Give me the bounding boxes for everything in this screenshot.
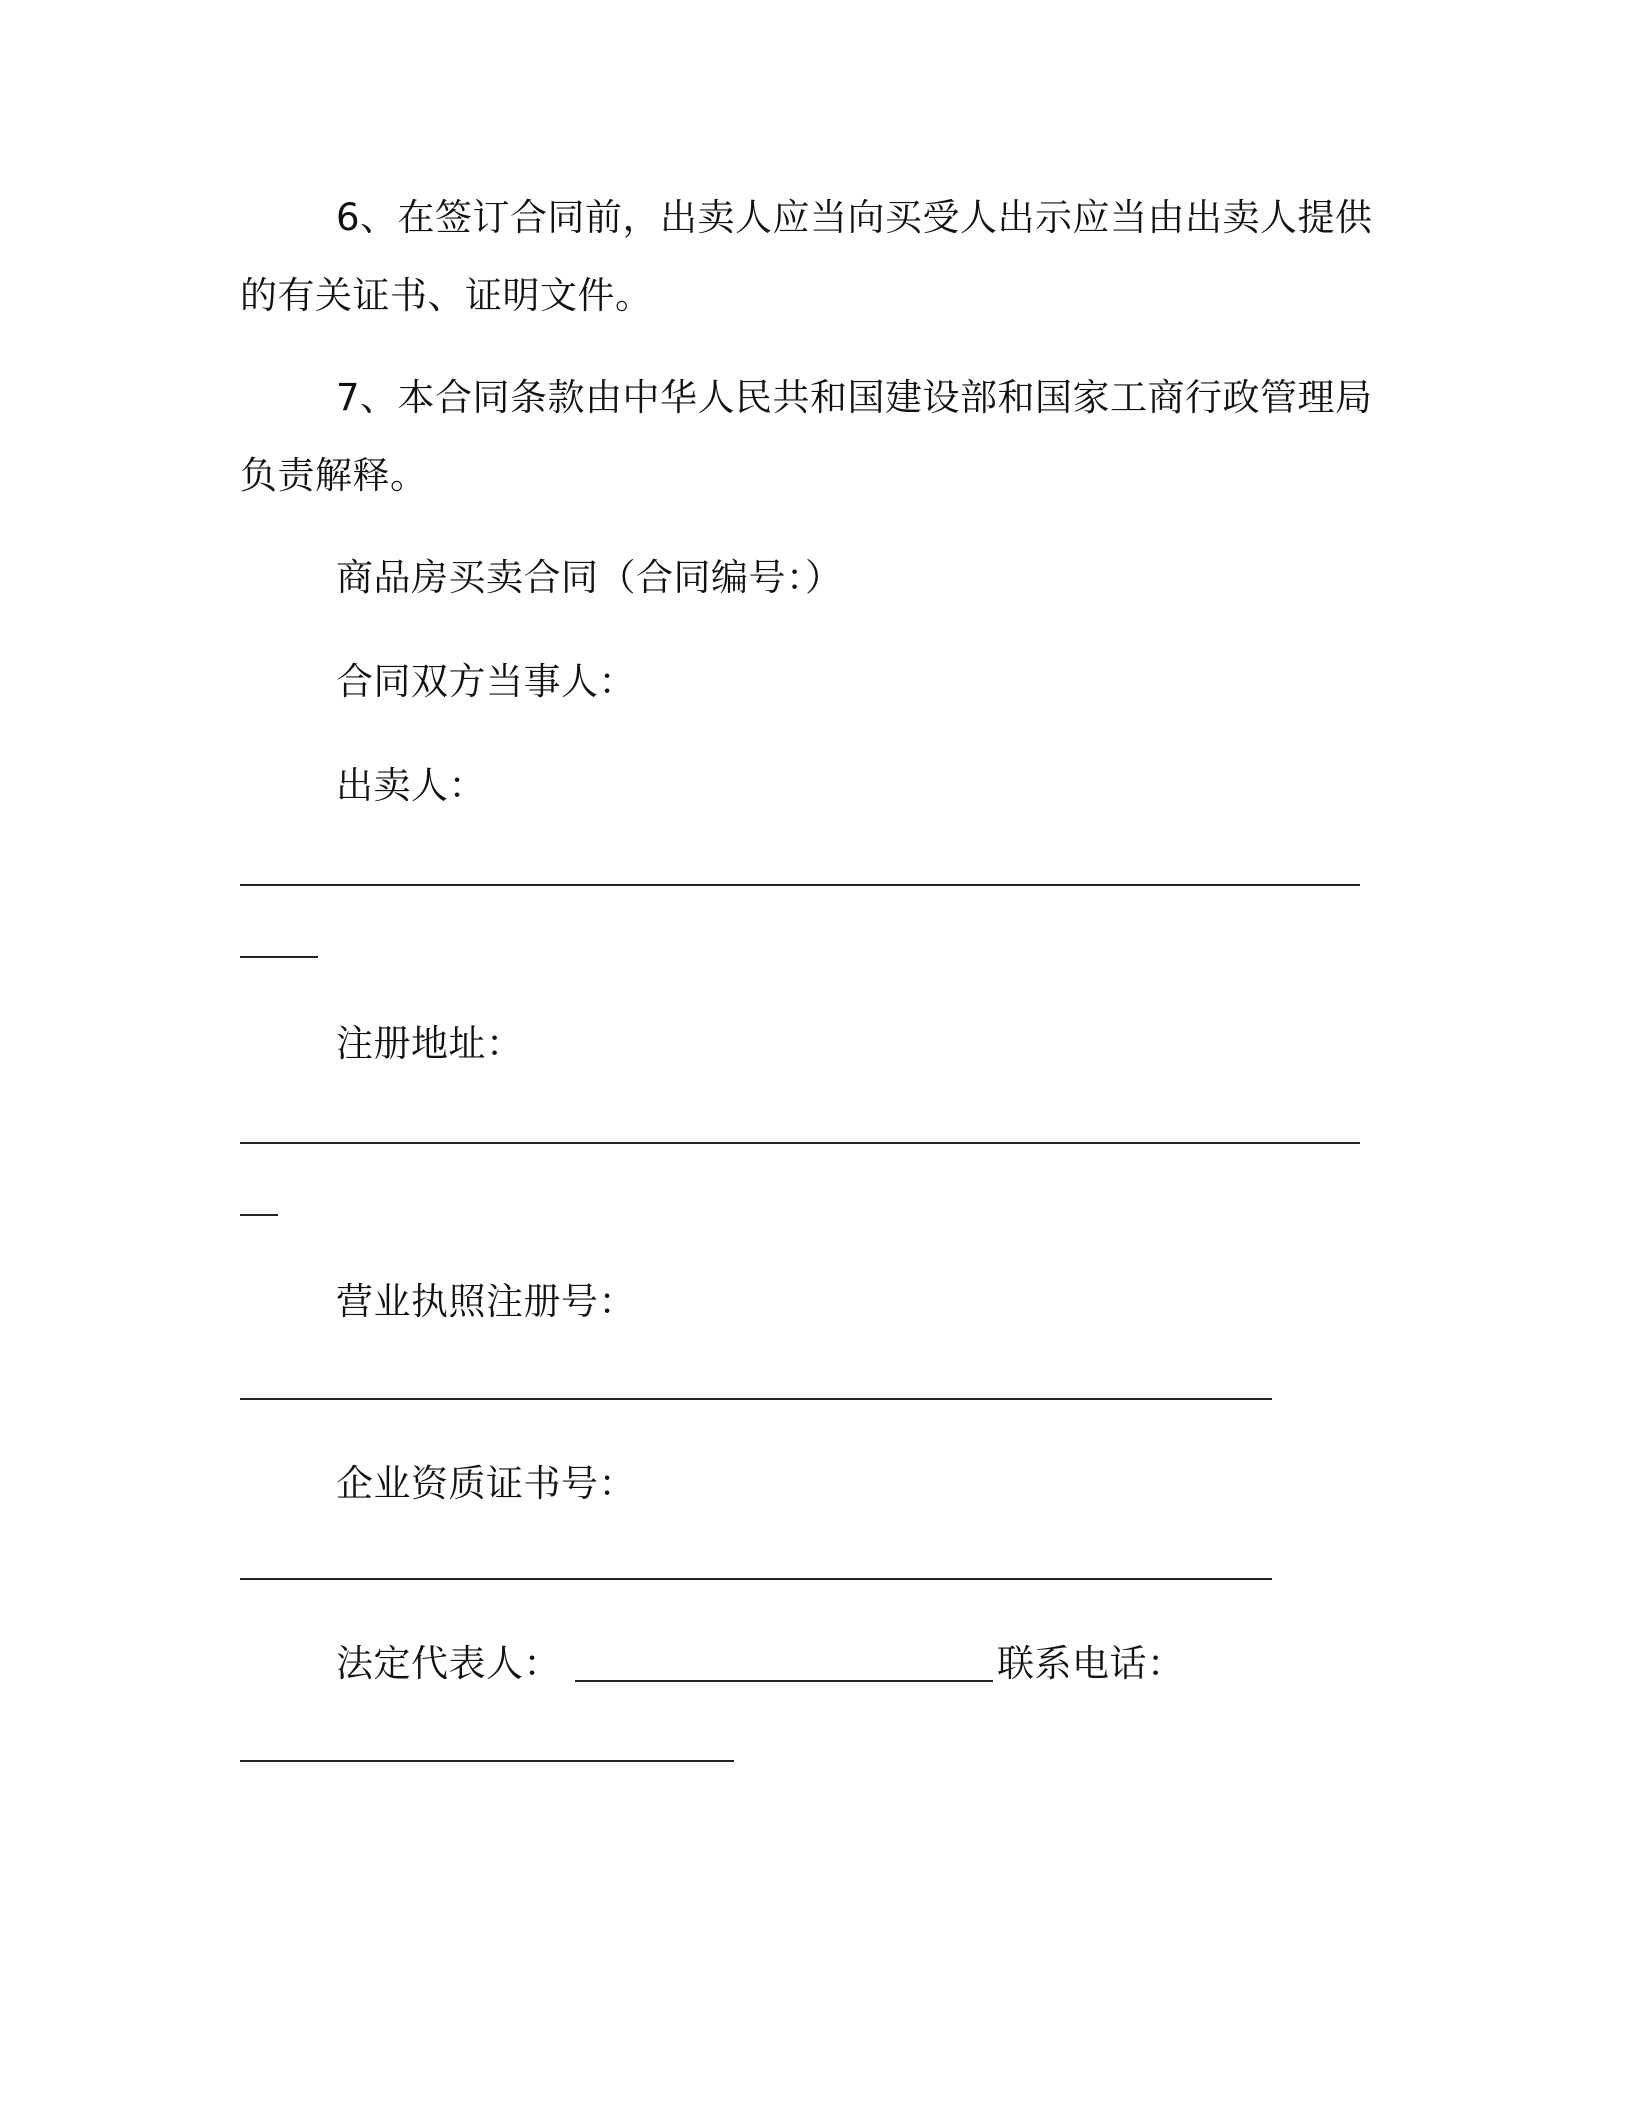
contract-title: 商品房买卖合同（合同编号：） xyxy=(336,556,843,599)
clause-6-line-2: 的有关证书、证明文件。 xyxy=(240,274,653,317)
clause-7-line-2: 负责解释。 xyxy=(240,454,428,497)
clause-6-line-1: 6、在签订合同前，出卖人应当向买受人出示应当由出卖人提供 xyxy=(336,196,1373,239)
qualification-label: 企业资质证书号： xyxy=(336,1462,636,1505)
qualification-blank-line xyxy=(240,1578,1272,1580)
legal-rep-row xyxy=(336,1642,1185,1686)
clause-7-line-1: 7、本合同条款由中华人民共和国建设部和国家工商行政管理局 xyxy=(336,376,1373,419)
seller-blank-line-2 xyxy=(240,956,318,958)
phone-blank-line xyxy=(240,1760,734,1762)
license-blank-line xyxy=(240,1398,1272,1400)
address-label: 注册地址： xyxy=(336,1022,524,1065)
parties-label: 合同双方当事人： xyxy=(336,660,636,703)
address-blank-line-2 xyxy=(240,1214,278,1216)
seller-label: 出卖人： xyxy=(336,764,486,807)
legal-rep-blank-line xyxy=(575,1680,993,1682)
seller-blank-line-1 xyxy=(240,884,1360,886)
legal-rep-label: 法定代表人： xyxy=(336,1642,561,1685)
phone-label: 联系电话： xyxy=(997,1642,1185,1685)
license-label: 营业执照注册号： xyxy=(336,1280,636,1323)
address-blank-line-1 xyxy=(240,1142,1360,1144)
